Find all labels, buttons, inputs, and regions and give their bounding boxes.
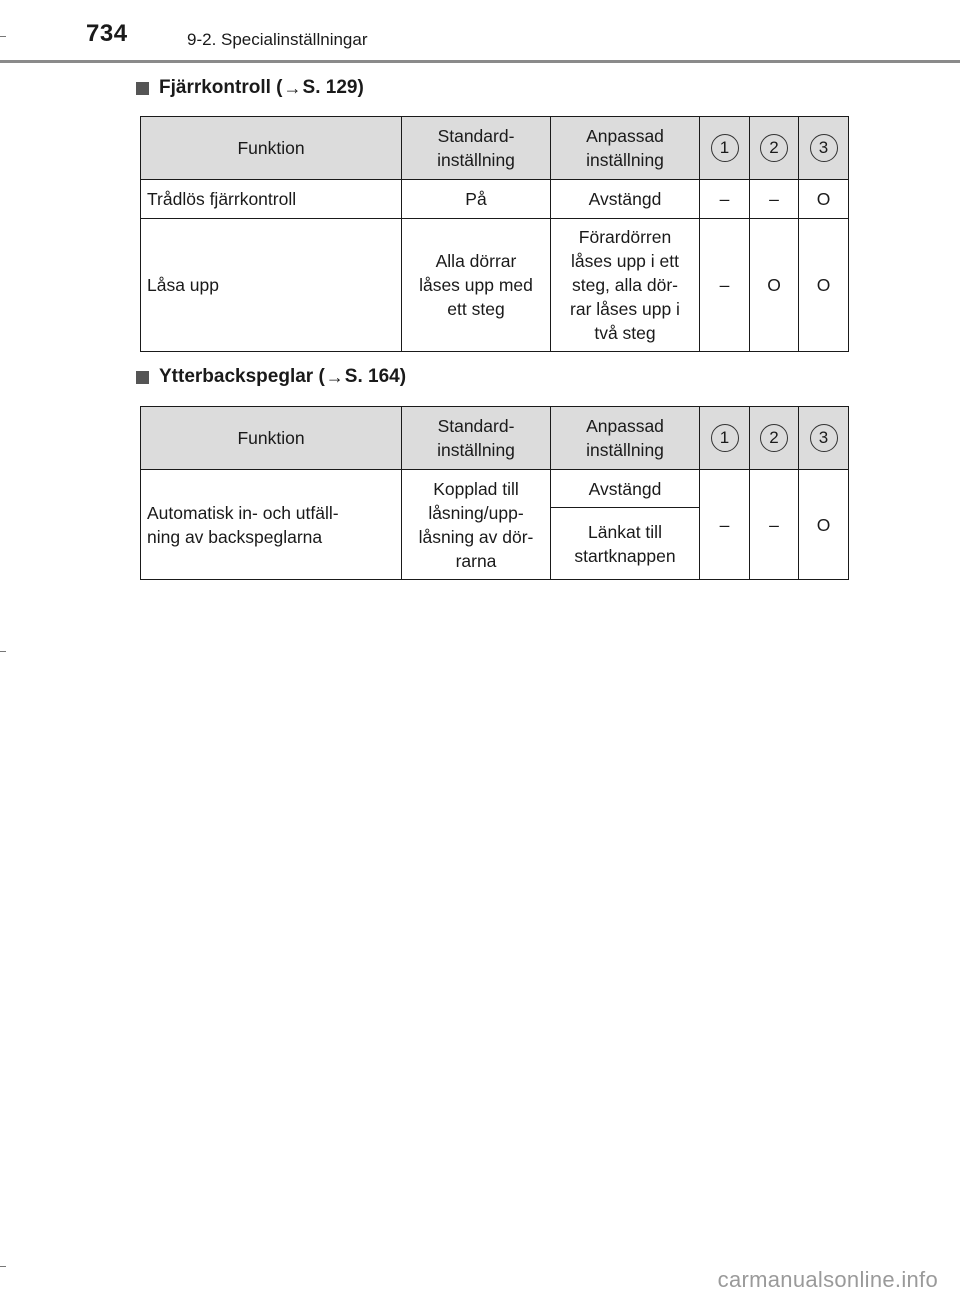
cell-default [402,470,551,580]
header-col-2 [750,117,799,180]
table-row [141,180,849,219]
cell-custom-text: Förardörren låses upp i ett steg, alla dör- rar låses upp i två steg [570,227,680,343]
header-col-1 [700,407,750,470]
cell-c1: – [700,470,750,580]
section-ref[interactable]: S. 129) [302,77,364,98]
header-function: Funktion [141,407,402,470]
cell-function-text: Automatisk in- och utfäll- ning av backspeglarna [147,502,339,547]
cell-c2: – [750,470,799,580]
circled-3-icon: 3 [810,424,838,452]
section-heading-mirrors [136,366,406,388]
cell-function: Trådlös fjärrkontroll [141,180,402,219]
cell-default-text: Alla dörrar låses upp med ett steg [419,251,533,319]
page-number: 734 [86,20,128,47]
header-custom [551,117,700,180]
circled-2-icon: 2 [760,424,788,452]
header-col-1 [700,117,750,180]
cell-custom-option-1: Avstängd [551,470,700,508]
chapter-title: 9-2. Specialinställningar [187,30,368,49]
table-row [141,470,849,508]
cell-custom [551,219,700,352]
cell-c3: O [799,219,849,352]
header-default [402,407,551,470]
cell-c2: O [750,219,799,352]
header-default-text: Standard- inställning [437,416,515,460]
section-heading-remote [136,77,364,99]
cell-custom: Avstängd [551,180,700,219]
header-col-3 [799,407,849,470]
header-custom-text: Anpassad inställning [586,416,664,460]
cell-c2: – [750,180,799,219]
circled-3-icon: 3 [810,134,838,162]
header-default-text: Standard- inställning [437,126,515,170]
header-col-3 [799,117,849,180]
header-function: Funktion [141,117,402,180]
circled-1-icon: 1 [711,424,739,452]
section-title: Fjärrkontroll ( [159,77,283,98]
crop-mark [0,1266,6,1267]
section-ref[interactable]: S. 164) [344,366,407,387]
circled-2-icon: 2 [760,134,788,162]
cell-default [402,219,551,352]
header-rule [0,60,960,63]
header-custom [551,407,700,470]
cell-function [141,470,402,580]
cell-custom-option-2-text: Länkat till startknappen [574,521,676,566]
crop-mark [0,651,6,652]
circled-1-icon: 1 [711,134,739,162]
arrow-icon: → [283,77,302,98]
remote-settings-table [140,116,849,352]
cell-c1: – [700,180,750,219]
cell-c1: – [700,219,750,352]
square-bullet-icon [136,371,149,384]
header-default [402,117,551,180]
cell-c3: O [799,180,849,219]
table-row [141,219,849,352]
square-bullet-icon [136,82,149,95]
header-custom-text: Anpassad inställning [586,126,664,170]
cell-custom-option-2 [551,508,700,580]
cell-default: På [402,180,551,219]
crop-mark [0,36,6,37]
cell-c3: O [799,470,849,580]
cell-default-text: Kopplad till låsning/upp- låsning av dör- rarna [418,478,534,571]
arrow-icon: → [325,366,344,387]
watermark: carmanualsonline.info [717,1267,938,1292]
section-title: Ytterbackspeglar ( [159,366,325,387]
cell-function: Låsa upp [141,219,402,352]
mirror-settings-table [140,406,849,580]
header-col-2 [750,407,799,470]
